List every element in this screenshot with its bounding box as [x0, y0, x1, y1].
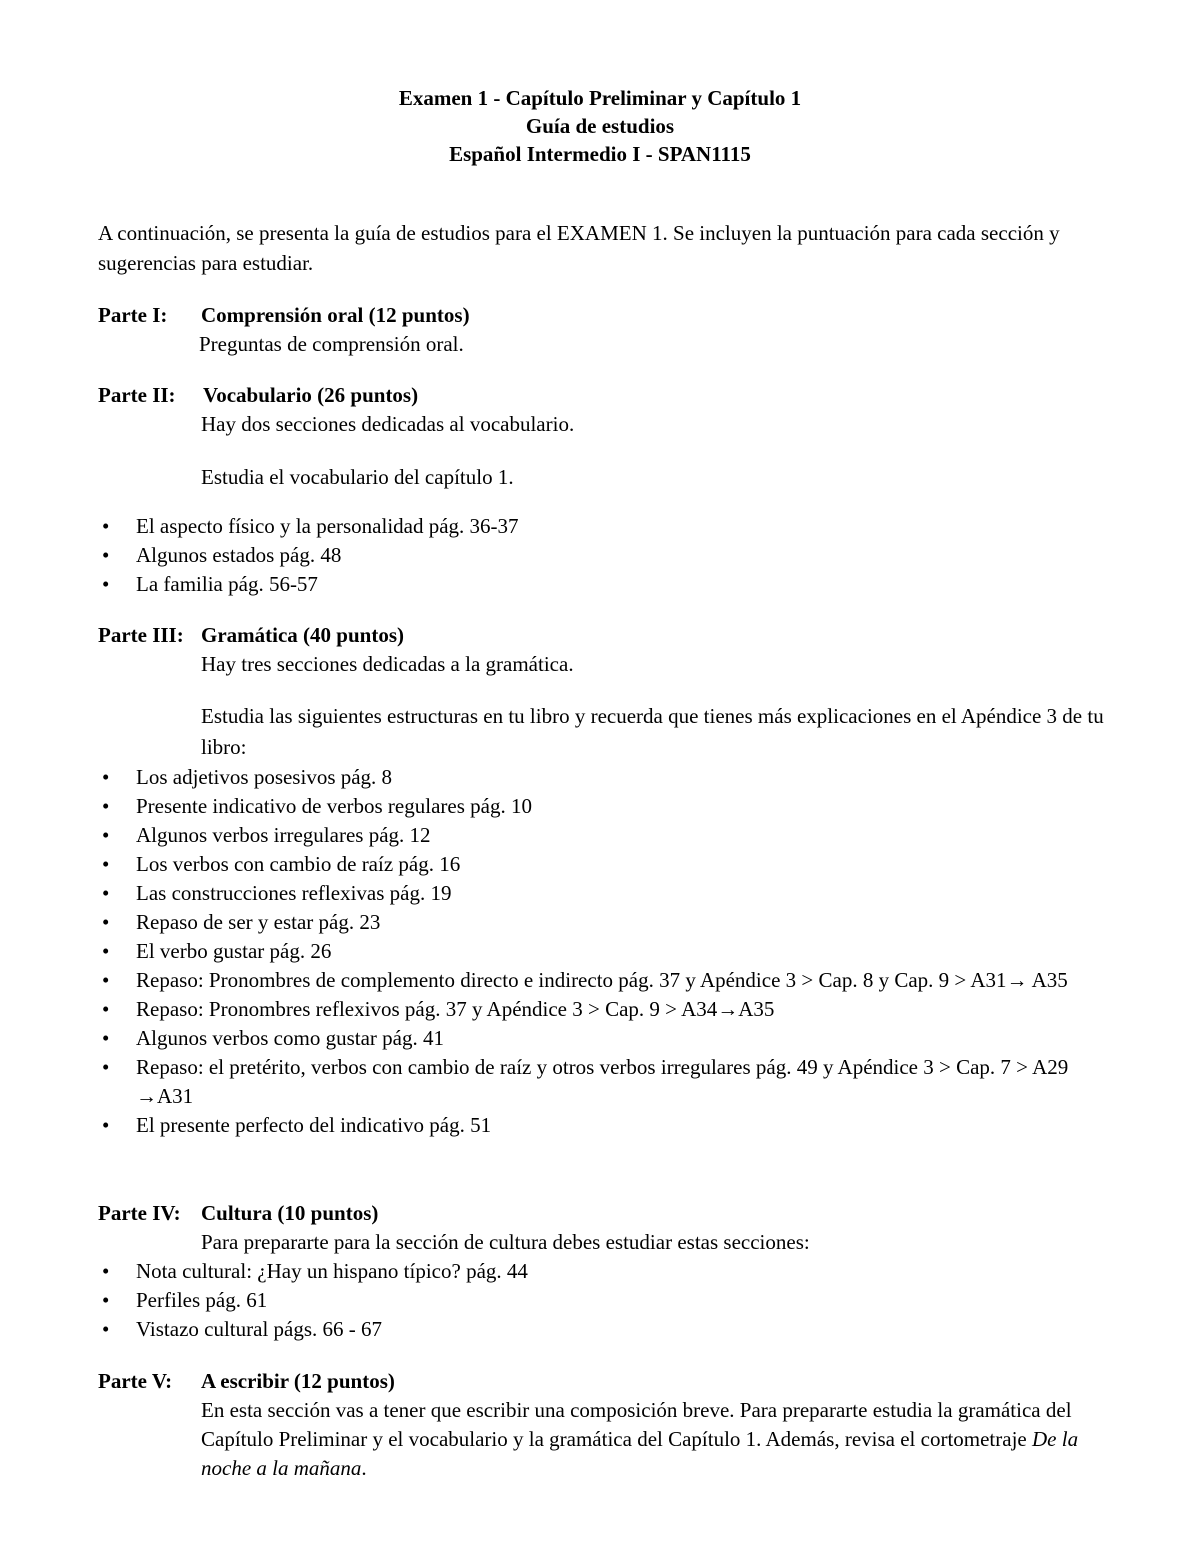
section-parte-3: [98, 621, 1108, 1140]
course-title: Español Intermedio I - SPAN1115: [449, 142, 751, 166]
section-title: Gramática (40 puntos): [201, 623, 404, 647]
section-label: Parte I:: [98, 303, 168, 327]
list-item: • La familia pág. 56-57: [98, 570, 1108, 599]
guide-title: Guía de estudios: [525, 114, 675, 138]
section-text: Para prepararte para la sección de cultura debes estudiar estas secciones:: [201, 1230, 810, 1254]
section-label: Parte III:: [98, 623, 184, 647]
section-text-end: .: [361, 1456, 367, 1480]
section-parte-5: [98, 1367, 1108, 1483]
list-item: • Presente indicativo de verbos regulares pág. 10: [98, 792, 1108, 821]
section-label: Parte II:: [98, 383, 176, 407]
exam-title: Examen 1 - Capítulo Preliminar y Capítulo 1: [398, 86, 802, 110]
list-item: • Repaso: Pronombres reflexivos pág. 37 y Apéndice 3 > Cap. 9 > A34→A35: [98, 995, 1108, 1024]
list-item: • Algunos verbos irregulares pág. 12: [98, 821, 1108, 850]
section-parte-1: [98, 301, 1108, 359]
section-label: Parte V:: [98, 1369, 173, 1393]
section-label: Parte IV:: [98, 1201, 181, 1225]
list-item: • El aspecto físico y la personalidad pág. 36-37: [98, 512, 1108, 541]
section-text-main: En esta sección vas a tener que escribir una composición breve. Para prepararte estudia la gramática del Capítulo Preliminar y el vocabulario y la gramática del Capítulo 1. Además, revisa el cortometraje: [201, 1398, 1072, 1451]
grammar-list: [98, 763, 1108, 1140]
section-title: Cultura (10 puntos): [201, 1201, 379, 1225]
list-item: • Repaso de ser y estar pág. 23: [98, 908, 1108, 937]
list-item: • Algunos verbos como gustar pág. 41: [98, 1024, 1108, 1053]
section-parte-2: [98, 381, 1108, 599]
vocabulary-list: [98, 512, 1108, 599]
section-title: Comprensión oral (12 puntos): [201, 303, 470, 327]
list-item: • El presente perfecto del indicativo pág. 51: [98, 1111, 1108, 1140]
list-item: • Repaso: Pronombres de complemento directo e indirecto pág. 37 y Apéndice 3 > Cap. 8 y Cap. 9 > A31→ A35: [98, 966, 1108, 995]
section-title: Vocabulario (26 puntos): [203, 383, 419, 407]
document-header: [0, 84, 1200, 168]
list-item: • Los adjetivos posesivos pág. 8: [98, 763, 1108, 792]
list-item: • Vistazo cultural págs. 66 - 67: [98, 1315, 1108, 1344]
section-text-2: Estudia el vocabulario del capítulo 1.: [201, 465, 514, 489]
film-title: De la noche a la mañana: [201, 1427, 1079, 1480]
section-text: [201, 1396, 1108, 1483]
section-text: Hay tres secciones dedicadas a la gramática.: [201, 652, 574, 676]
list-item: • Nota cultural: ¿Hay un hispano típico? pág. 44: [98, 1257, 1108, 1286]
list-item: • Los verbos con cambio de raíz pág. 16: [98, 850, 1108, 879]
section-parte-4: [98, 1199, 1108, 1344]
section-text: Preguntas de comprensión oral.: [199, 332, 464, 356]
list-item: • El verbo gustar pág. 26: [98, 937, 1108, 966]
section-title: A escribir (12 puntos): [201, 1369, 395, 1393]
section-text: Hay dos secciones dedicadas al vocabulario.: [201, 412, 575, 436]
list-item: • Repaso: el pretérito, verbos con cambio de raíz y otros verbos irregulares pág. 49 y Apéndice 3 > Cap. 7 > A29 →A31: [98, 1053, 1108, 1111]
intro-paragraph: A continuación, se presenta la guía de estudios para el EXAMEN 1. Se incluyen la puntuación para cada sección y sugerencias para estudiar.: [98, 221, 1060, 275]
list-item: • Las construcciones reflexivas pág. 19: [98, 879, 1108, 908]
list-item: • Perfiles pág. 61: [98, 1286, 1108, 1315]
list-item: • Algunos estados pág. 48: [98, 541, 1108, 570]
culture-list: [98, 1257, 1108, 1344]
section-text-2: Estudia las siguientes estructuras en tu libro y recuerda que tienes más explicaciones en el Apéndice 3 de tu libro:: [201, 704, 1104, 759]
